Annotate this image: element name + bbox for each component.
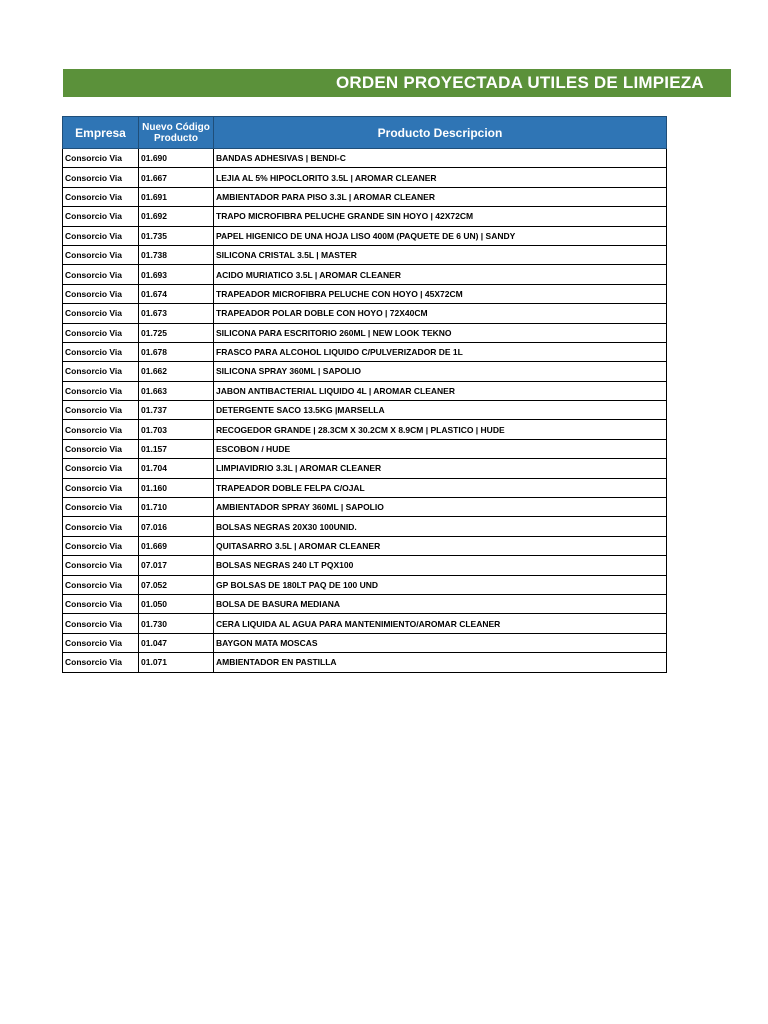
cell-descripcion: AMBIENTADOR SPRAY 360ML | SAPOLIO <box>214 498 667 517</box>
cell-descripcion: BAYGON MATA MOSCAS <box>214 633 667 652</box>
cell-empresa: Consorcio Via <box>63 498 139 517</box>
cell-descripcion: FRASCO PARA ALCOHOL LIQUIDO C/PULVERIZADOR DE 1L <box>214 342 667 361</box>
cell-codigo: 07.016 <box>139 517 214 536</box>
page-title: ORDEN PROYECTADA UTILES DE LIMPIEZA <box>336 73 704 92</box>
table-row <box>63 575 667 594</box>
cell-codigo: 01.692 <box>139 207 214 226</box>
cell-codigo: 01.662 <box>139 362 214 381</box>
cell-codigo: 01.047 <box>139 633 214 652</box>
cell-codigo: 01.050 <box>139 594 214 613</box>
header-codigo-line2: Producto <box>154 132 198 144</box>
cell-empresa: Consorcio Via <box>63 168 139 187</box>
cell-empresa: Consorcio Via <box>63 536 139 555</box>
cell-codigo: 01.674 <box>139 284 214 303</box>
cell-descripcion: SILICONA PARA ESCRITORIO 260ML | NEW LOOK TEKNO <box>214 323 667 342</box>
header-descripcion: Producto Descripcion <box>214 117 667 149</box>
cell-empresa: Consorcio Via <box>63 478 139 497</box>
table-row <box>63 187 667 206</box>
cell-codigo: 01.667 <box>139 168 214 187</box>
cell-codigo: 01.730 <box>139 614 214 633</box>
cell-descripcion: AMBIENTADOR PARA PISO 3.3L | AROMAR CLEANER <box>214 187 667 206</box>
table-row <box>63 633 667 652</box>
cell-codigo: 01.737 <box>139 401 214 420</box>
cell-empresa: Consorcio Via <box>63 633 139 652</box>
cell-descripcion: TRAPEADOR MICROFIBRA PELUCHE CON HOYO | 45X72CM <box>214 284 667 303</box>
cell-descripcion: TRAPEADOR POLAR DOBLE CON HOYO | 72X40CM <box>214 304 667 323</box>
table-row <box>63 439 667 458</box>
cell-empresa: Consorcio Via <box>63 653 139 672</box>
cell-codigo: 01.693 <box>139 265 214 284</box>
cell-empresa: Consorcio Via <box>63 594 139 613</box>
table-row <box>63 614 667 633</box>
table-row <box>63 594 667 613</box>
cell-descripcion: SILICONA SPRAY 360ML | SAPOLIO <box>214 362 667 381</box>
cell-codigo: 01.071 <box>139 653 214 672</box>
table-row <box>63 342 667 361</box>
table-row <box>63 653 667 672</box>
cell-empresa: Consorcio Via <box>63 149 139 168</box>
cell-descripcion: QUITASARRO 3.5L | AROMAR CLEANER <box>214 536 667 555</box>
cell-empresa: Consorcio Via <box>63 323 139 342</box>
cell-codigo: 01.704 <box>139 459 214 478</box>
cell-descripcion: TRAPO MICROFIBRA PELUCHE GRANDE SIN HOYO | 42X72CM <box>214 207 667 226</box>
table-row <box>63 517 667 536</box>
cell-descripcion: GP BOLSAS DE 180LT PAQ DE 100 UND <box>214 575 667 594</box>
table-row <box>63 245 667 264</box>
table-row <box>63 498 667 517</box>
cell-codigo: 01.663 <box>139 381 214 400</box>
table-row <box>63 478 667 497</box>
cell-empresa: Consorcio Via <box>63 284 139 303</box>
cell-codigo: 01.669 <box>139 536 214 555</box>
cell-descripcion: ESCOBON / HUDE <box>214 439 667 458</box>
cell-codigo: 01.703 <box>139 420 214 439</box>
table-row <box>63 168 667 187</box>
table-row <box>63 536 667 555</box>
cell-codigo: 01.735 <box>139 226 214 245</box>
cell-empresa: Consorcio Via <box>63 420 139 439</box>
table-row <box>63 459 667 478</box>
cell-descripcion: SILICONA CRISTAL 3.5L | MASTER <box>214 245 667 264</box>
cell-empresa: Consorcio Via <box>63 187 139 206</box>
cell-empresa: Consorcio Via <box>63 207 139 226</box>
cell-descripcion: JABON ANTIBACTERIAL LIQUIDO 4L | AROMAR CLEANER <box>214 381 667 400</box>
cell-descripcion: DETERGENTE SACO 13.5KG |MARSELLA <box>214 401 667 420</box>
cell-codigo: 01.738 <box>139 245 214 264</box>
table-row <box>63 362 667 381</box>
cell-codigo: 01.678 <box>139 342 214 361</box>
cell-empresa: Consorcio Via <box>63 517 139 536</box>
cell-empresa: Consorcio Via <box>63 556 139 575</box>
table-row <box>63 401 667 420</box>
title-banner <box>63 69 731 97</box>
cell-codigo: 01.691 <box>139 187 214 206</box>
cell-empresa: Consorcio Via <box>63 401 139 420</box>
cell-codigo: 01.157 <box>139 439 214 458</box>
table-row <box>63 556 667 575</box>
cell-empresa: Consorcio Via <box>63 362 139 381</box>
cell-descripcion: BOLSAS NEGRAS 240 LT PQX100 <box>214 556 667 575</box>
cell-descripcion: LEJIA AL 5% HIPOCLORITO 3.5L | AROMAR CLEANER <box>214 168 667 187</box>
cell-empresa: Consorcio Via <box>63 304 139 323</box>
cell-descripcion: BANDAS ADHESIVAS | BENDI-C <box>214 149 667 168</box>
cell-empresa: Consorcio Via <box>63 381 139 400</box>
cell-codigo: 07.052 <box>139 575 214 594</box>
cell-descripcion: BOLSA DE BASURA MEDIANA <box>214 594 667 613</box>
cell-empresa: Consorcio Via <box>63 439 139 458</box>
table-row <box>63 323 667 342</box>
cell-empresa: Consorcio Via <box>63 459 139 478</box>
cell-empresa: Consorcio Via <box>63 245 139 264</box>
cell-descripcion: AMBIENTADOR EN PASTILLA <box>214 653 667 672</box>
cell-codigo: 01.673 <box>139 304 214 323</box>
cell-empresa: Consorcio Via <box>63 265 139 284</box>
cell-descripcion: BOLSAS NEGRAS 20X30 100UNID. <box>214 517 667 536</box>
cell-codigo: 01.690 <box>139 149 214 168</box>
cell-codigo: 07.017 <box>139 556 214 575</box>
table-row <box>63 265 667 284</box>
table-header-row <box>63 117 667 149</box>
header-codigo-line1: Nuevo Código <box>142 121 210 133</box>
cell-descripcion: PAPEL HIGENICO DE UNA HOJA LISO 400M (PAQUETE DE 6 UN) | SANDY <box>214 226 667 245</box>
cell-descripcion: TRAPEADOR DOBLE FELPA C/OJAL <box>214 478 667 497</box>
cell-descripcion: RECOGEDOR GRANDE | 28.3CM X 30.2CM X 8.9CM | PLASTICO | HUDE <box>214 420 667 439</box>
table-row <box>63 304 667 323</box>
header-empresa: Empresa <box>63 117 139 149</box>
header-codigo <box>139 117 214 149</box>
cell-empresa: Consorcio Via <box>63 614 139 633</box>
cell-codigo: 01.160 <box>139 478 214 497</box>
cell-codigo: 01.725 <box>139 323 214 342</box>
cell-empresa: Consorcio Via <box>63 342 139 361</box>
cell-empresa: Consorcio Via <box>63 226 139 245</box>
cell-codigo: 01.710 <box>139 498 214 517</box>
table-row <box>63 207 667 226</box>
table-row <box>63 381 667 400</box>
table-row <box>63 149 667 168</box>
cell-empresa: Consorcio Via <box>63 575 139 594</box>
table-row <box>63 284 667 303</box>
cell-descripcion: CERA LIQUIDA AL AGUA PARA MANTENIMIENTO/AROMAR CLEANER <box>214 614 667 633</box>
table-row <box>63 420 667 439</box>
cell-descripcion: LIMPIAVIDRIO 3.3L | AROMAR CLEANER <box>214 459 667 478</box>
cell-descripcion: ACIDO MURIATICO 3.5L | AROMAR CLEANER <box>214 265 667 284</box>
products-table <box>62 116 667 673</box>
table-row <box>63 226 667 245</box>
table-body <box>63 149 667 673</box>
